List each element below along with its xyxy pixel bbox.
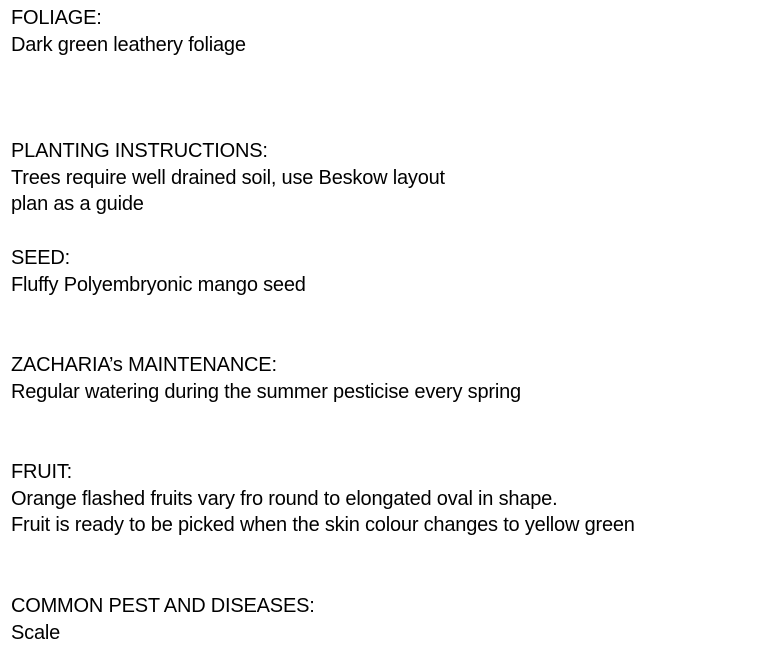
maintenance-section	[11, 352, 761, 405]
foliage-heading: FOLIAGE:	[11, 7, 102, 29]
planting-instructions-text-line: plan as a guide	[11, 193, 144, 216]
seed-text-line: Fluffy Polyembryonic mango seed	[11, 273, 306, 296]
seed-heading: SEED:	[11, 247, 71, 269]
planting-instructions-text-line: Trees require well drained soil, use Beskow layout	[11, 166, 445, 189]
pests-diseases-heading: COMMON PEST AND DISEASES:	[11, 595, 315, 617]
foliage-section	[11, 5, 761, 58]
fruit-section	[11, 459, 761, 539]
foliage-text-line: Dark green leathery foliage	[11, 33, 246, 56]
planting-instructions-heading: PLANTING INSTRUCTIONS:	[11, 140, 268, 162]
maintenance-text-line: Regular watering during the summer pesticise every spring	[11, 380, 521, 403]
pests-diseases-text-line: Scale	[11, 621, 61, 644]
fruit-text-line: Orange flashed fruits vary fro round to elongated oval in shape.	[11, 487, 558, 510]
pests-diseases-section	[11, 593, 761, 646]
planting-instructions-section	[11, 138, 761, 218]
maintenance-heading: ZACHARIA’s MAINTENANCE:	[11, 354, 277, 376]
seed-section	[11, 245, 761, 298]
fruit-text-line: Fruit is ready to be picked when the skin colour changes to yellow green	[11, 514, 635, 537]
fruit-heading: FRUIT:	[11, 461, 73, 483]
